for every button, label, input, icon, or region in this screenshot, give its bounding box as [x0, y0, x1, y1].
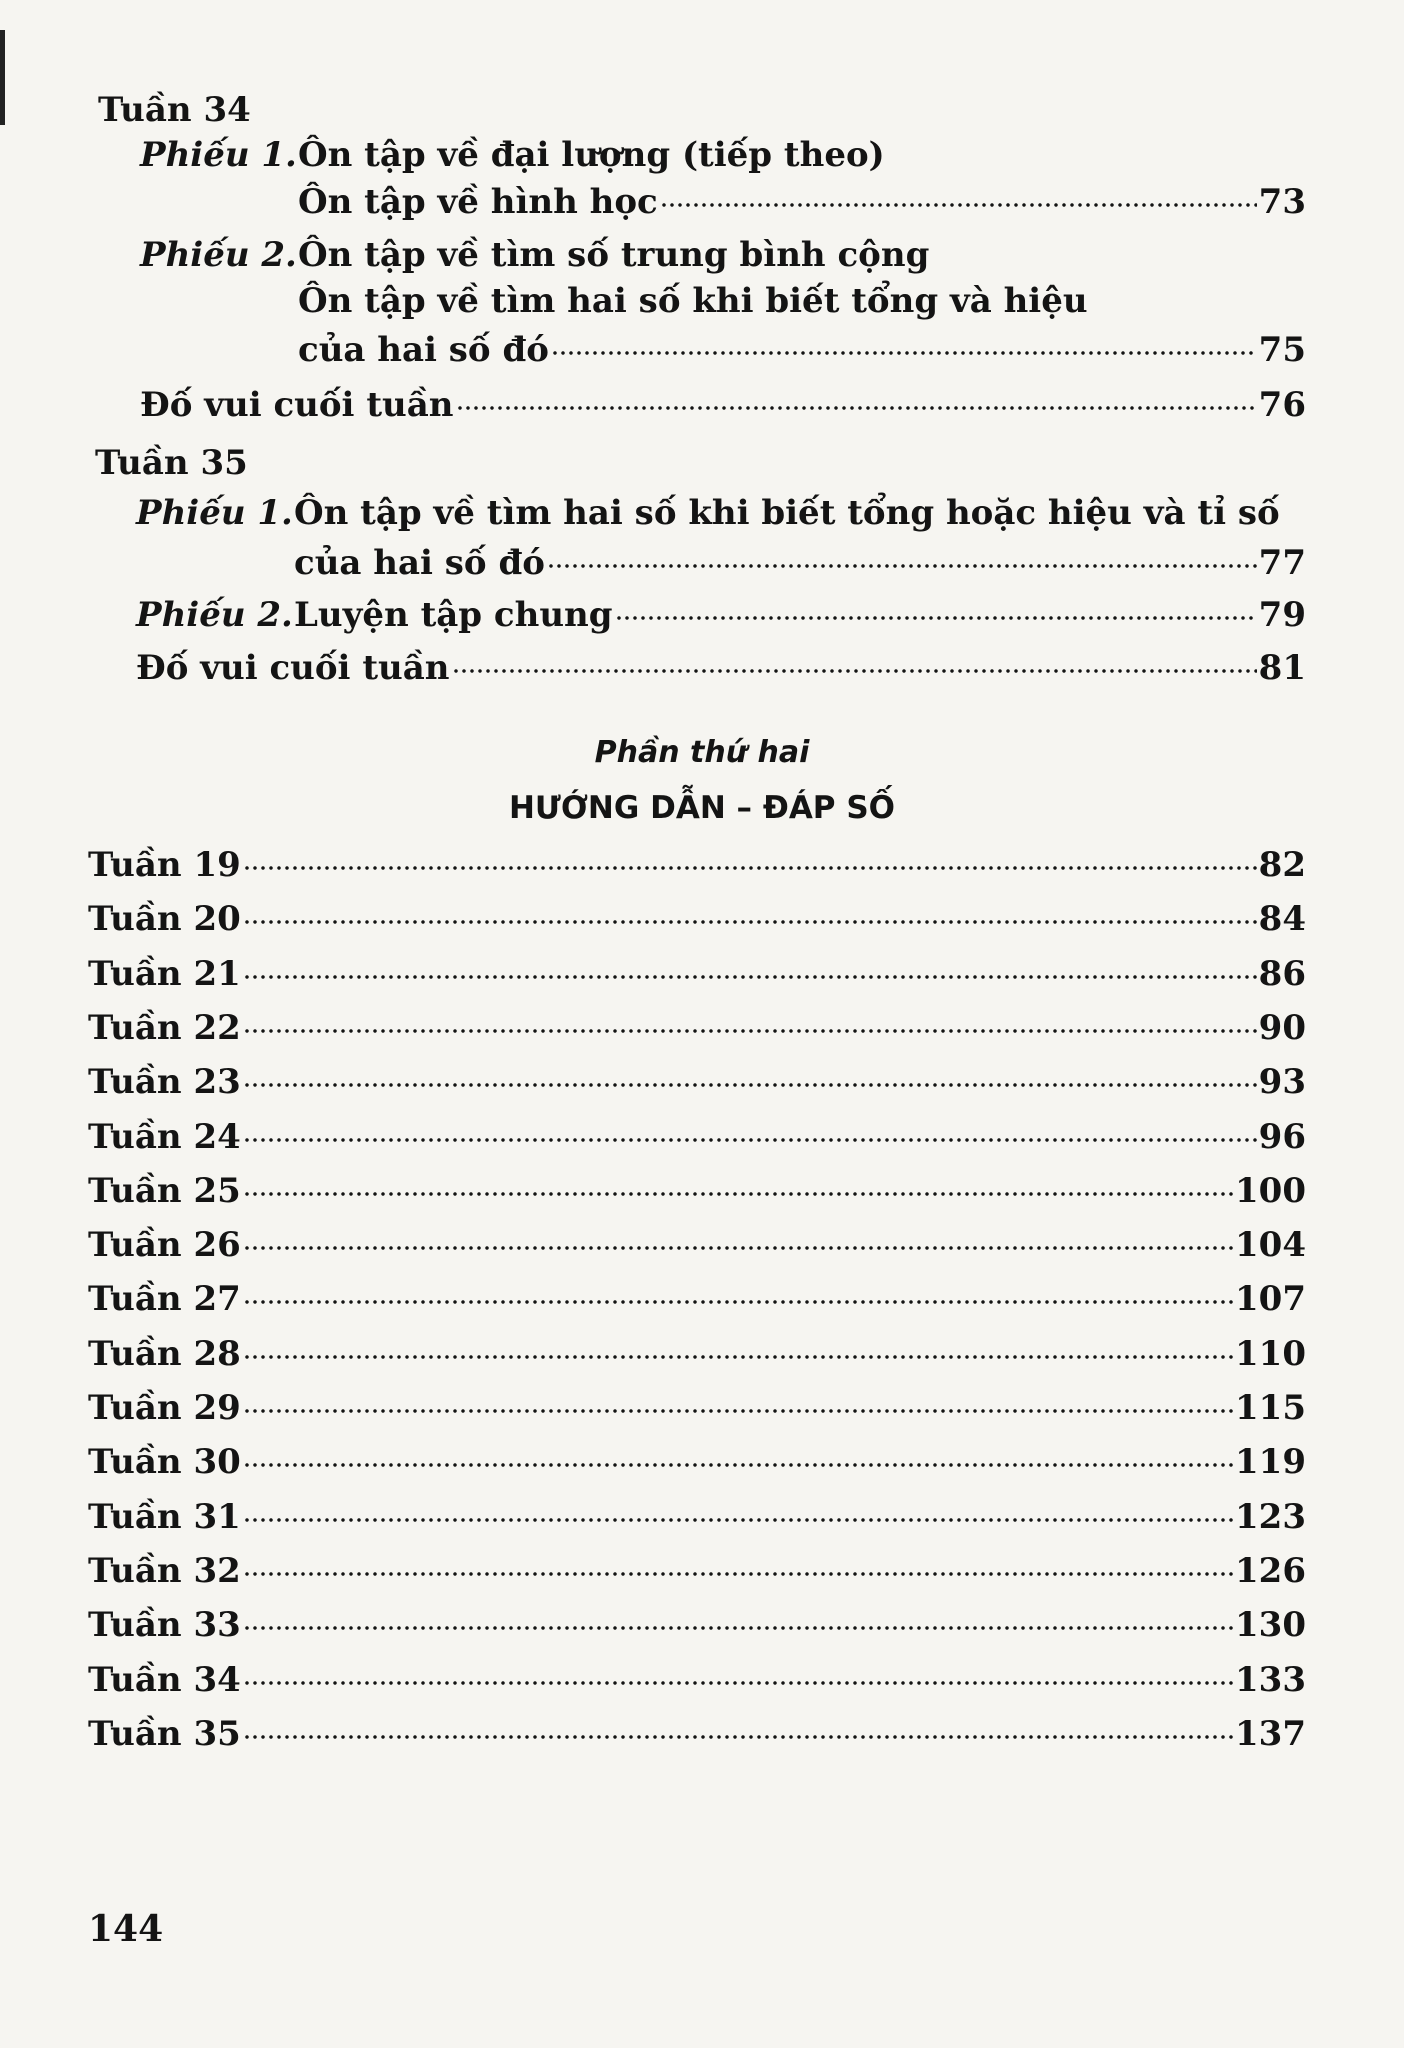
entry-page: 86: [1258, 953, 1306, 994]
dot-leader: [243, 926, 1257, 930]
entry-title: Tuần 20: [88, 899, 241, 940]
entry-page: 77: [1258, 543, 1306, 583]
entry-title: Tuần 19: [88, 845, 241, 885]
entry-title: Tuần 22: [88, 1007, 241, 1048]
entry-title: Đố vui cuối tuần: [136, 648, 450, 688]
toc-entry: [88, 1166, 1306, 1216]
entry-title: Tuần 25: [88, 1170, 241, 1211]
entry-title: Luyện tập chung: [294, 595, 613, 635]
entry-page: 84: [1258, 899, 1306, 940]
week-35-heading: Tuần 35: [95, 443, 248, 483]
toc-entry: [88, 1600, 1306, 1650]
dot-leader: [660, 209, 1257, 213]
sheet-title: Ôn tập về tìm số trung bình cộng: [298, 235, 930, 275]
entry-title: Tuần 27: [88, 1279, 241, 1320]
entry-page: 79: [1258, 595, 1306, 635]
dot-leader: [452, 675, 1257, 679]
entry-title: Tuần 21: [88, 953, 241, 994]
toc-entry: [88, 1329, 1306, 1379]
toc-entry: [88, 1057, 1306, 1107]
dot-leader: [243, 872, 1257, 876]
toc-entry: [88, 1220, 1306, 1270]
entry-page: 100: [1235, 1170, 1306, 1211]
dot-leader: [547, 570, 1257, 574]
entry-page: 115: [1235, 1388, 1306, 1428]
toc-entry: [88, 894, 1306, 944]
toc-entry: [88, 1112, 1306, 1162]
entry-title: của hai số đó: [298, 330, 549, 370]
dot-leader: [243, 1035, 1257, 1039]
toc-entry: [88, 1546, 1306, 1596]
page-number: 144: [88, 1908, 164, 1950]
entry-page: 104: [1235, 1225, 1306, 1266]
week-35-sheet-1-line-1: [136, 488, 1280, 538]
entry-page: 133: [1235, 1659, 1306, 1700]
dot-leader: [243, 1252, 1233, 1256]
dot-leader: [243, 1578, 1233, 1582]
entry-title: Tuần 34: [88, 1659, 241, 1700]
week-34-sheet-2-line-1: [140, 230, 929, 280]
toc-entry: [88, 949, 1306, 999]
toc-entry: [298, 325, 1306, 375]
toc-entry: [88, 1709, 1306, 1759]
entry-page: 107: [1235, 1279, 1306, 1320]
entry-page: 137: [1235, 1713, 1306, 1754]
entry-page: 82: [1258, 845, 1306, 885]
sheet-label: Phiếu 2.: [140, 235, 297, 275]
entry-page: 73: [1258, 182, 1306, 222]
entry-title: Đố vui cuối tuần: [140, 385, 454, 425]
entry-title: Tuần 35: [88, 1713, 241, 1754]
entry-page: 123: [1235, 1496, 1306, 1537]
toc-entry: [88, 1492, 1306, 1542]
sheet-label: Phiếu 1.: [140, 135, 297, 175]
dot-leader: [243, 1524, 1233, 1528]
entry-page: 75: [1258, 330, 1306, 370]
toc-entry: [88, 840, 1306, 890]
entry-title: Tuần 26: [88, 1225, 241, 1266]
sheet-title: Ôn tập về đại lượng (tiếp theo): [298, 135, 885, 175]
week-34-sheet-2-line-2: Ôn tập về tìm hai số khi biết tổng và hiệu: [298, 281, 1088, 321]
dot-leader: [243, 1144, 1257, 1148]
entry-title: Tuần 30: [88, 1442, 241, 1483]
entry-page: 96: [1258, 1116, 1306, 1157]
entry-page: 110: [1235, 1333, 1306, 1374]
toc-entry: [88, 1003, 1306, 1053]
toc-entry: [136, 643, 1306, 693]
dot-leader: [551, 357, 1257, 361]
dot-leader: [243, 1415, 1233, 1419]
entry-title: của hai số đó: [294, 543, 545, 583]
entry-title: Tuần 32: [88, 1550, 241, 1591]
sheet-label: Phiếu 2.: [136, 595, 293, 635]
entry-page: 119: [1235, 1442, 1306, 1483]
toc-entry: [88, 1274, 1306, 1324]
dot-leader: [243, 1198, 1233, 1202]
dot-leader: [243, 1632, 1233, 1636]
toc-entry: [298, 177, 1306, 227]
toc-entry: [88, 1655, 1306, 1705]
entry-title: Tuần 28: [88, 1333, 241, 1374]
dot-leader: [243, 1306, 1233, 1310]
part-two-title: Phần thứ hai: [594, 735, 810, 770]
dot-leader: [243, 1741, 1233, 1745]
dot-leader: [456, 412, 1257, 416]
entry-title: Ôn tập về hình học: [298, 182, 658, 222]
sheet-title: Ôn tập về tìm hai số khi biết tổng hoặc hiệu và tỉ số: [294, 493, 1280, 533]
answers-section-title: HƯỚNG DẪN – ĐÁP SỐ: [508, 790, 896, 826]
entry-page: 130: [1235, 1605, 1306, 1646]
week-34-sheet-1-line-1: [140, 130, 885, 180]
toc-entry: [88, 1437, 1306, 1487]
entry-page: 126: [1235, 1550, 1306, 1591]
entry-title: Tuần 24: [88, 1116, 241, 1157]
dot-leader: [243, 981, 1257, 985]
entry-page: 93: [1258, 1062, 1306, 1103]
entry-title: Tuần 23: [88, 1062, 241, 1103]
dot-leader: [243, 1089, 1257, 1093]
entry-title: Tuần 29: [88, 1388, 241, 1428]
toc-entry: [136, 590, 1306, 640]
week-34-heading: Tuần 34: [98, 90, 251, 130]
dot-leader: [243, 1469, 1233, 1473]
entry-title: Tuần 33: [88, 1605, 241, 1646]
toc-entry: [294, 538, 1306, 588]
sheet-label: Phiếu 1.: [136, 493, 293, 533]
dot-leader: [243, 1361, 1233, 1365]
dot-leader: [615, 622, 1257, 626]
toc-entry: [88, 1383, 1306, 1433]
toc-entry: [140, 380, 1306, 430]
entry-page: 90: [1258, 1007, 1306, 1048]
dot-leader: [243, 1687, 1233, 1691]
entry-page: 81: [1258, 648, 1306, 688]
entry-title: Tuần 31: [88, 1496, 241, 1537]
entry-page: 76: [1258, 385, 1306, 425]
